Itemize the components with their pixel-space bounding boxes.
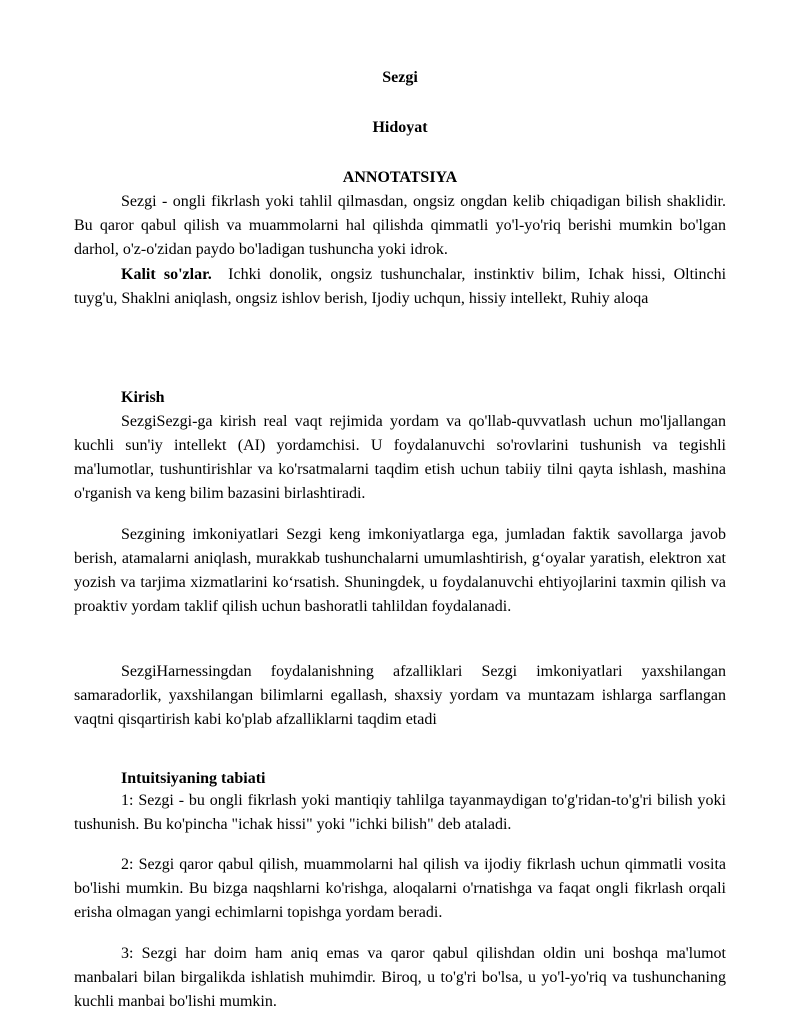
nature-paragraph-3: 3: Sezgi har doim ham aniq emas va qaror qabul qilishdan oldin uni boshqa ma'lumot manbalari bilan birgalikda ishlatish muhimdir. Biroq, u to'g'ri bo'lsa, u yo'l-yo'riq va tushunchaning kuchli manbai bo'lishi mumkin. (74, 945, 726, 1010)
author-name: Hidoyat (372, 119, 428, 136)
keywords-paragraph (74, 263, 726, 311)
annotation-text: Sezgi - ongli fikrlash yoki tahlil qilmasdan, ongsiz ongdan kelib chiqadigan bilish shaklidir. Bu qaror qabul qilish va muammolarni hal qilishda qimmatli yo'l-yo'riq berishi mumkin bo'lgan darhol, o'z-o'zidan paydo bo'ladigan tushuncha yoki idrok. (74, 193, 726, 258)
document-title: Sezgi (382, 69, 418, 86)
keywords-label: Kalit so'zlar. (121, 266, 212, 283)
nature-paragraph-1: 1: Sezgi - bu ongli fikrlash yoki mantiqiy tahlilga tayanmaydigan to'g'ridan-to'g'ri bilish yoki tushunish. Bu ko'pincha "ichak hissi" yoki "ichki bilish" deb ataladi. (74, 792, 726, 833)
annotation-heading: ANNOTATSIYA (342, 169, 458, 186)
intro-heading: Kirish (121, 389, 165, 406)
keywords-text: Ichki donolik, ongsiz tushunchalar, instinktiv bilim, Ichak hissi, Oltinchi tuyg'u, Shaklni aniqlash, ongsiz ishlov berish, Ijodiy uchqun, hissiy intellekt, Ruhiy aloqa (74, 266, 727, 307)
nature-paragraph-2: 2: Sezgi qaror qabul qilish, muammolarni hal qilish va ijodiy fikrlash uchun qimmatli vosita bo'lishi mumkin. Bu bizga naqshlarni ko'rishga, aloqalarni o'rnatishga va faqat ongli fikrlash orqali erisha olmagan yangi echimlarni topishga yordam beradi. (74, 856, 726, 921)
nature-heading: Intuitsiyaning tabiati (121, 770, 266, 787)
intro-paragraph-2: Sezgining imkoniyatlari Sezgi keng imkoniyatlarga ega, jumladan faktik savollarga javob berish, atamalarni aniqlash, murakkab tushunchalarni umumlashtirish, g‘oyalar yaratish, elektron xat yozish va tarjima xizmatlarini ko‘rsatish. Shuningdek, u foydalanuvchi ehtiyojlarini taxmin qilish va proaktiv yordam taklif qilish uchun bashoratli tahlildan foydalanadi. (74, 526, 726, 615)
intro-paragraph-1: SezgiSezgi-ga kirish real vaqt rejimida yordam va qo'llab-quvvatlash uchun mo'ljallangan kuchli sun'iy intellekt (AI) yordamchisi. U foydalanuvchi so'rovlarini tushunish va tegishli ma'lumotlar, tushuntirishlar va ko'rsatmalarni taqdim etish uchun tabiiy tilni qayta ishlash, mashina o'rganish va keng bilim bazasini birlashtiradi. (74, 413, 726, 502)
intro-paragraph-3: SezgiHarnessingdan foydalanishning afzalliklari Sezgi imkoniyatlari yaxshilangan samaradorlik, yaxshilangan bilimlarni egallash, shaxsiy yordam va muntazam ishlarga sarflangan vaqtni qisqartirish kabi ko'plab afzalliklarni taqdim etadi (74, 663, 726, 728)
